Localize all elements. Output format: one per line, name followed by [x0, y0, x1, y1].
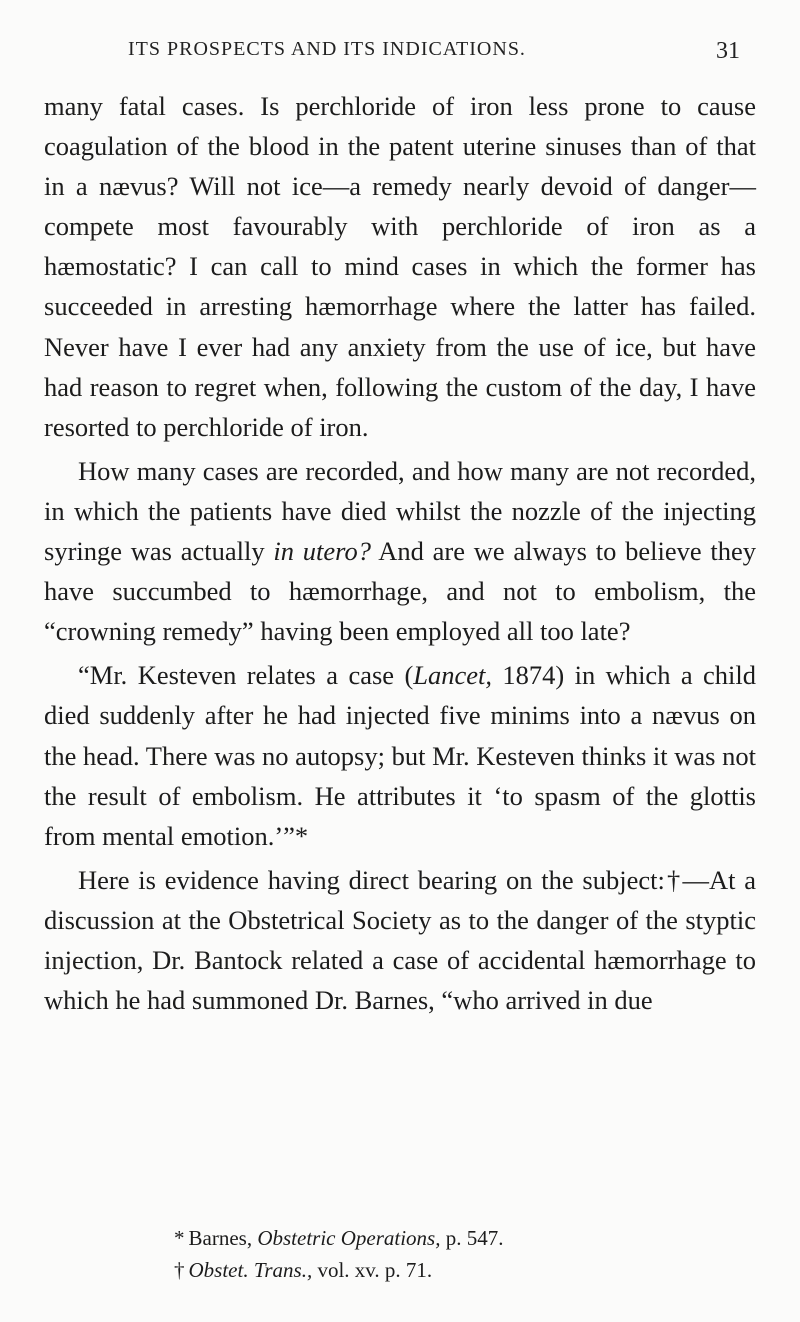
footnote-2 — [174, 1254, 734, 1286]
footnote-2-mark: † — [174, 1258, 185, 1282]
paragraph-1 — [44, 86, 756, 447]
paragraph-2-text-a: How many cases are recorded, and how many are not recorded, in which the patients have died whilst the nozzle of the injecting syringe was actually — [44, 455, 756, 567]
paragraph-3 — [44, 655, 756, 855]
paragraph-2-text-b: And are we always to believe they have succumbed to hæmorrhage, and not to embolism, the “crowning remedy” having been employed all too late? — [44, 536, 756, 647]
paragraph-2-italic: in utero? — [273, 536, 371, 567]
running-head: ITS PROSPECTS AND ITS INDICATIONS. — [128, 38, 526, 60]
footnote-1-italic: Obstetric Operations, — [257, 1226, 441, 1250]
paragraph-3-text-a: “Mr. Kesteven relates a case ( — [78, 660, 414, 691]
footnote-1 — [174, 1222, 734, 1254]
body-text — [44, 86, 756, 1020]
paragraph-3-italic: Lancet, — [413, 660, 493, 691]
paragraph-2 — [44, 451, 756, 651]
paragraph-3-text-b: 1874) in which a child died suddenly after he had injected five minims into a nævus on the head. There was no autopsy; but Mr. Kesteven thinks it was not the result of embolism. He attributes it ‘to spasm of the glottis from mental emotion.’”* — [44, 660, 757, 851]
footnote-1-mark: * — [174, 1226, 185, 1250]
paragraph-4 — [44, 860, 756, 1020]
footnote-1-text-b: p. 547. — [440, 1226, 504, 1250]
page-number: 31 — [716, 38, 740, 64]
paragraph-4-text: Here is evidence having direct bearing on the subject:†—At a discussion at the Obstetrical Society as to the danger of the styptic injection, Dr. Bantock related a case of accidental hæmorrhage to which he had summoned Dr. Barnes, “who arrived in due — [44, 864, 756, 1016]
footnote-1-text-a: Barnes, — [188, 1226, 258, 1250]
footnotes — [174, 1222, 734, 1286]
footnote-2-text: vol. xv. p. 71. — [312, 1258, 433, 1282]
footnote-2-italic: Obstet. Trans., — [188, 1258, 313, 1282]
paragraph-1-text: many fatal cases. Is perchloride of iron less prone to cause coagulation of the blood in the patent uterine sinuses than of that in a nævus? Will not ice—a remedy nearly devoid of danger—compete most favourably with perchloride of iron as a hæmostatic? I can call to mind cases in which the former has succeeded in arresting hæmorrhage where the latter has failed. Never have I ever had any anxiety from the use of ice, but have had reason to regret when, following the custom of the day, I have resorted to perchloride of iron. — [44, 91, 756, 442]
